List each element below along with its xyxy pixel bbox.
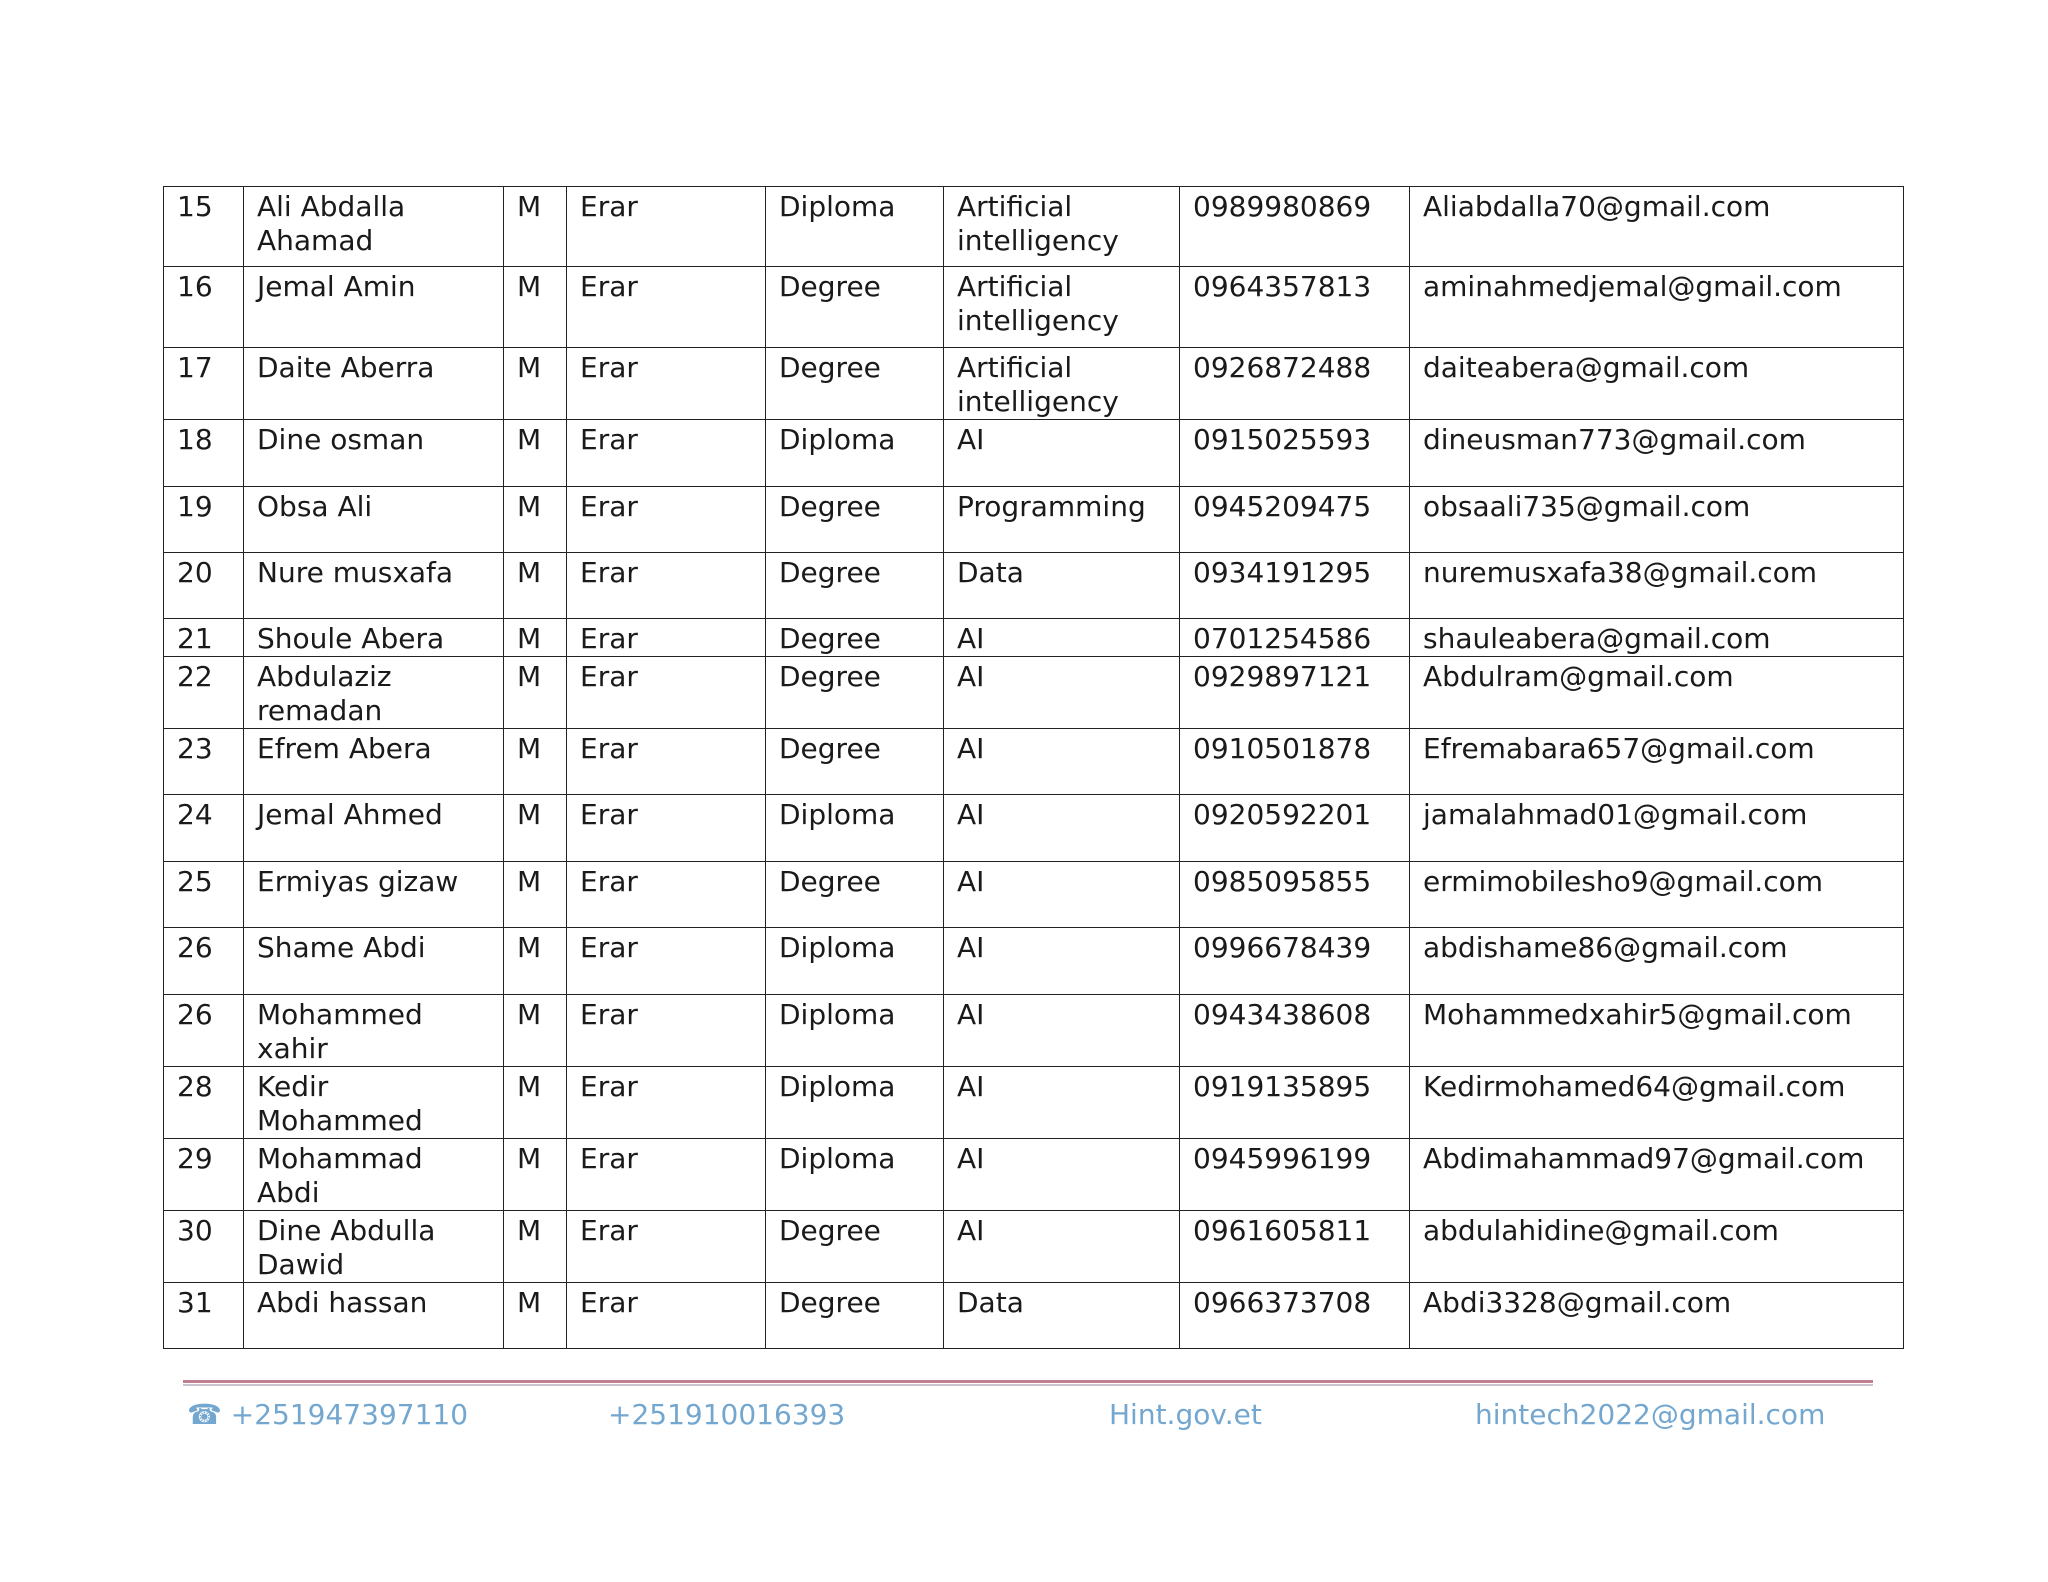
cell-phone: 0945209475 xyxy=(1180,487,1410,553)
cell-email: Abdi3328@gmail.com xyxy=(1410,1283,1904,1349)
cell-sex: M xyxy=(504,729,567,795)
cell-field: AI xyxy=(944,1139,1180,1211)
cell-sex: M xyxy=(504,657,567,729)
cell-number: 29 xyxy=(164,1139,244,1211)
cell-email: ermimobilesho9@gmail.com xyxy=(1410,862,1904,928)
table-row xyxy=(164,553,1904,619)
footer-contacts xyxy=(183,1386,1873,1436)
cell-woreda: Erar xyxy=(567,657,766,729)
footer-phone-2: +251910016393 xyxy=(608,1398,846,1431)
cell-woreda: Erar xyxy=(567,619,766,657)
cell-number: 26 xyxy=(164,928,244,995)
cell-sex: M xyxy=(504,348,567,420)
table-row xyxy=(164,862,1904,928)
cell-email: Kedirmohamed64@gmail.com xyxy=(1410,1067,1904,1139)
cell-woreda: Erar xyxy=(567,928,766,995)
footer-email: hintech2022@gmail.com xyxy=(1475,1398,1826,1431)
cell-field: Data xyxy=(944,1283,1180,1349)
cell-woreda: Erar xyxy=(567,420,766,487)
cell-level: Degree xyxy=(766,729,944,795)
cell-email: abdulahidine@gmail.com xyxy=(1410,1211,1904,1283)
cell-email: abdishame86@gmail.com xyxy=(1410,928,1904,995)
cell-sex: M xyxy=(504,420,567,487)
cell-number: 16 xyxy=(164,267,244,348)
cell-woreda: Erar xyxy=(567,187,766,267)
cell-woreda: Erar xyxy=(567,267,766,348)
cell-name: Dine Abdulla Dawid xyxy=(244,1211,504,1283)
cell-phone: 0929897121 xyxy=(1180,657,1410,729)
cell-level: Degree xyxy=(766,487,944,553)
cell-email: Aliabdalla70@gmail.com xyxy=(1410,187,1904,267)
cell-name: Ermiyas gizaw xyxy=(244,862,504,928)
cell-name: Obsa Ali xyxy=(244,487,504,553)
cell-number: 15 xyxy=(164,187,244,267)
cell-woreda: Erar xyxy=(567,1211,766,1283)
cell-woreda: Erar xyxy=(567,729,766,795)
cell-number: 26 xyxy=(164,995,244,1067)
cell-field: Artificial intelligency xyxy=(944,187,1180,267)
cell-field: Artificial intelligency xyxy=(944,267,1180,348)
cell-level: Diploma xyxy=(766,1067,944,1139)
table-row xyxy=(164,187,1904,267)
cell-phone: 0989980869 xyxy=(1180,187,1410,267)
cell-level: Degree xyxy=(766,657,944,729)
cell-sex: M xyxy=(504,267,567,348)
cell-number: 23 xyxy=(164,729,244,795)
cell-phone: 0966373708 xyxy=(1180,1283,1410,1349)
cell-level: Diploma xyxy=(766,928,944,995)
footer-phone-1: ☎ +251947397110 xyxy=(187,1398,469,1431)
table-row xyxy=(164,1283,1904,1349)
cell-woreda: Erar xyxy=(567,795,766,862)
cell-name: Kedir Mohammed xyxy=(244,1067,504,1139)
cell-name: Dine osman xyxy=(244,420,504,487)
cell-number: 21 xyxy=(164,619,244,657)
cell-email: Mohammedxahir5@gmail.com xyxy=(1410,995,1904,1067)
cell-sex: M xyxy=(504,553,567,619)
cell-phone: 0910501878 xyxy=(1180,729,1410,795)
table-row xyxy=(164,1211,1904,1283)
cell-email: Efremabara657@gmail.com xyxy=(1410,729,1904,795)
cell-name: Shoule Abera xyxy=(244,619,504,657)
cell-number: 22 xyxy=(164,657,244,729)
cell-name: Ali Abdalla Ahamad xyxy=(244,187,504,267)
cell-field: Programming xyxy=(944,487,1180,553)
page-footer xyxy=(183,1380,1873,1436)
cell-level: Diploma xyxy=(766,1139,944,1211)
cell-name: Efrem Abera xyxy=(244,729,504,795)
footer-website: Hint.gov.et xyxy=(1109,1398,1262,1431)
cell-phone: 0961605811 xyxy=(1180,1211,1410,1283)
table-row xyxy=(164,420,1904,487)
cell-field: AI xyxy=(944,420,1180,487)
cell-name: Abdi hassan xyxy=(244,1283,504,1349)
cell-sex: M xyxy=(504,1139,567,1211)
cell-woreda: Erar xyxy=(567,348,766,420)
cell-level: Degree xyxy=(766,348,944,420)
trainee-table-body xyxy=(164,187,1904,1349)
cell-woreda: Erar xyxy=(567,553,766,619)
cell-phone: 0919135895 xyxy=(1180,1067,1410,1139)
cell-level: Degree xyxy=(766,1211,944,1283)
cell-phone: 0945996199 xyxy=(1180,1139,1410,1211)
cell-field: AI xyxy=(944,619,1180,657)
cell-field: AI xyxy=(944,795,1180,862)
cell-phone: 0920592201 xyxy=(1180,795,1410,862)
cell-number: 25 xyxy=(164,862,244,928)
cell-field: AI xyxy=(944,928,1180,995)
cell-woreda: Erar xyxy=(567,1139,766,1211)
cell-level: Diploma xyxy=(766,187,944,267)
cell-email: jamalahmad01@gmail.com xyxy=(1410,795,1904,862)
cell-field: AI xyxy=(944,862,1180,928)
cell-name: Jemal Amin xyxy=(244,267,504,348)
cell-number: 17 xyxy=(164,348,244,420)
cell-email: shauleabera@gmail.com xyxy=(1410,619,1904,657)
cell-field: Artificial intelligency xyxy=(944,348,1180,420)
cell-level: Degree xyxy=(766,619,944,657)
cell-sex: M xyxy=(504,862,567,928)
cell-number: 18 xyxy=(164,420,244,487)
cell-name: Mohammad Abdi xyxy=(244,1139,504,1211)
cell-field: AI xyxy=(944,1067,1180,1139)
table-row xyxy=(164,795,1904,862)
cell-field: AI xyxy=(944,657,1180,729)
cell-name: Daite Aberra xyxy=(244,348,504,420)
cell-phone: 0996678439 xyxy=(1180,928,1410,995)
cell-sex: M xyxy=(504,1283,567,1349)
trainee-table xyxy=(163,186,1904,1349)
table-row xyxy=(164,487,1904,553)
table-row xyxy=(164,729,1904,795)
cell-sex: M xyxy=(504,619,567,657)
cell-field: Data xyxy=(944,553,1180,619)
cell-email: Abdimahammad97@gmail.com xyxy=(1410,1139,1904,1211)
cell-field: AI xyxy=(944,729,1180,795)
cell-level: Degree xyxy=(766,553,944,619)
table-row xyxy=(164,657,1904,729)
cell-number: 20 xyxy=(164,553,244,619)
cell-level: Diploma xyxy=(766,420,944,487)
cell-phone: 0915025593 xyxy=(1180,420,1410,487)
cell-phone: 0934191295 xyxy=(1180,553,1410,619)
table-row xyxy=(164,928,1904,995)
table-row xyxy=(164,1067,1904,1139)
cell-level: Degree xyxy=(766,862,944,928)
cell-phone: 0943438608 xyxy=(1180,995,1410,1067)
cell-phone: 0701254586 xyxy=(1180,619,1410,657)
footer-divider xyxy=(183,1380,1873,1383)
cell-level: Diploma xyxy=(766,795,944,862)
cell-name: Abdulaziz remadan xyxy=(244,657,504,729)
cell-level: Diploma xyxy=(766,995,944,1067)
cell-number: 31 xyxy=(164,1283,244,1349)
cell-phone: 0926872488 xyxy=(1180,348,1410,420)
cell-email: obsaali735@gmail.com xyxy=(1410,487,1904,553)
cell-sex: M xyxy=(504,187,567,267)
cell-sex: M xyxy=(504,1067,567,1139)
cell-woreda: Erar xyxy=(567,1283,766,1349)
table-row xyxy=(164,619,1904,657)
cell-name: Nure musxafa xyxy=(244,553,504,619)
cell-phone: 0985095855 xyxy=(1180,862,1410,928)
cell-phone: 0964357813 xyxy=(1180,267,1410,348)
cell-field: AI xyxy=(944,1211,1180,1283)
table-row xyxy=(164,267,1904,348)
cell-number: 24 xyxy=(164,795,244,862)
cell-field: AI xyxy=(944,995,1180,1067)
cell-name: Mohammed xahir xyxy=(244,995,504,1067)
cell-sex: M xyxy=(504,995,567,1067)
cell-email: dineusman773@gmail.com xyxy=(1410,420,1904,487)
cell-woreda: Erar xyxy=(567,862,766,928)
cell-email: daiteabera@gmail.com xyxy=(1410,348,1904,420)
cell-woreda: Erar xyxy=(567,995,766,1067)
cell-name: Jemal Ahmed xyxy=(244,795,504,862)
table-row xyxy=(164,1139,1904,1211)
cell-sex: M xyxy=(504,1211,567,1283)
cell-number: 19 xyxy=(164,487,244,553)
table-row xyxy=(164,995,1904,1067)
cell-number: 30 xyxy=(164,1211,244,1283)
cell-number: 28 xyxy=(164,1067,244,1139)
cell-name: Shame Abdi xyxy=(244,928,504,995)
cell-woreda: Erar xyxy=(567,487,766,553)
cell-sex: M xyxy=(504,795,567,862)
table-row xyxy=(164,348,1904,420)
cell-level: Degree xyxy=(766,267,944,348)
cell-sex: M xyxy=(504,487,567,553)
cell-sex: M xyxy=(504,928,567,995)
cell-email: aminahmedjemal@gmail.com xyxy=(1410,267,1904,348)
cell-email: nuremusxafa38@gmail.com xyxy=(1410,553,1904,619)
cell-woreda: Erar xyxy=(567,1067,766,1139)
cell-level: Degree xyxy=(766,1283,944,1349)
cell-email: Abdulram@gmail.com xyxy=(1410,657,1904,729)
